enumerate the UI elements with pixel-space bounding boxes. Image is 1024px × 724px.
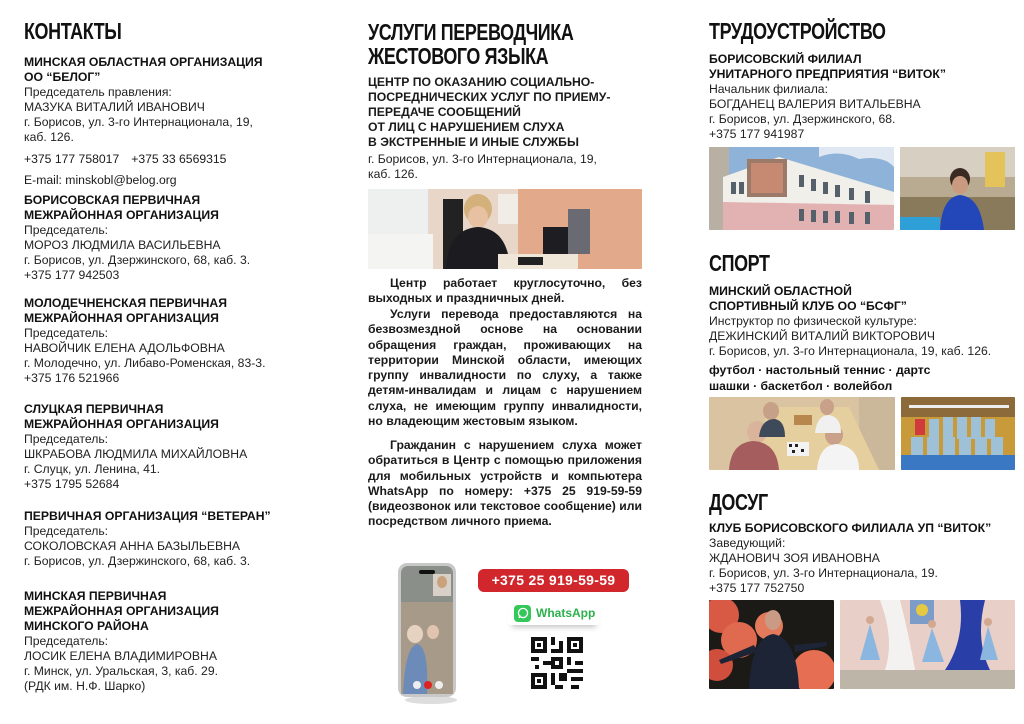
phone-mockup-image: [397, 562, 459, 704]
right-column: [709, 0, 1015, 724]
football-team-photo: [901, 397, 1015, 470]
checkers-game-photo: [709, 397, 895, 470]
phone-link[interactable]: +375 33 6569315: [131, 152, 227, 166]
phones-row: [24, 152, 263, 167]
org-address: г. Молодечно, ул. Либаво-Роменская, 83-3.: [24, 356, 266, 370]
phone-link[interactable]: +375 177 758017: [24, 152, 120, 166]
sport-heading: СПОРТ: [709, 250, 770, 276]
org-block: [24, 509, 271, 569]
org-block: [24, 402, 247, 492]
org-role: Председатель:: [24, 326, 109, 340]
org-person: ЖДАНОВИЧ ЗОЯ ИВАНОВНА: [709, 551, 880, 565]
org-name: МИНСКАЯ ПЕРВИЧНАЯ МЕЖРАЙОННАЯ ОРГАНИЗАЦИЯ МИНСКОГО РАЙОНА: [24, 589, 219, 633]
org-address: г. Борисов, ул. Дзержинского, 68, каб. 3.: [24, 253, 251, 267]
org-address: г. Борисов, ул. Дзержинского, 68, каб. 3.: [24, 554, 251, 568]
employment-heading: ТРУДОУСТРОЙСТВО: [709, 18, 886, 44]
org-block: [24, 193, 250, 283]
center-name: ЦЕНТР ПО ОКАЗАНИЮ СОЦИАЛЬНО- ПОСРЕДНИЧЕСКИХ УСЛУГ ПО ПРИЕМУ- ПЕРЕДАЧЕ СООБЩЕНИЙ ОТ ЛИЦ С НАРУШЕНИЕМ СЛУХА В ЭКСТРЕННЫЕ И ИНЫЕ СЛУЖБЫ: [368, 75, 611, 149]
interpreter-heading: УСЛУГИ ПЕРЕВОДЧИКА ЖЕСТОВОГО ЯЗЫКА: [368, 19, 574, 69]
dance-performance-photo: [840, 600, 1015, 689]
phone-link[interactable]: +375 177 752750: [709, 581, 805, 595]
org-block: [24, 296, 265, 386]
org-role: Председатель:: [24, 524, 109, 538]
phone-link[interactable]: +375 176 521966: [24, 371, 120, 385]
main-org-block: [24, 55, 263, 188]
phone-link[interactable]: +375 177 941987: [709, 127, 805, 141]
hours-paragraph: Центр работает круглосуточно, без выходных и праздничных дней.: [368, 276, 642, 306]
org-name: БОРИСОВСКИЙ ФИЛИАЛ УНИТАРНОГО ПРЕДПРИЯТИЯ “ВИТОК”: [709, 52, 946, 81]
sport-block: [709, 284, 991, 394]
org-name: МОЛОДЕЧНЕНСКАЯ ПЕРВИЧНАЯ МЕЖРАЙОННАЯ ОРГАНИЗАЦИЯ: [24, 296, 227, 325]
org-name: БОРИСОВСКАЯ ПЕРВИЧНАЯ МЕЖРАЙОННАЯ ОРГАНИЗАЦИЯ: [24, 193, 219, 222]
interpreter-photo: [368, 189, 642, 269]
whatsapp-button[interactable]: [508, 601, 600, 625]
org-name: СЛУЦКАЯ ПЕРВИЧНАЯ МЕЖРАЙОННАЯ ОРГАНИЗАЦИЯ: [24, 402, 219, 431]
singer-on-stage-photo: [709, 600, 834, 689]
qr-code-icon[interactable]: [531, 637, 583, 689]
org-address: г. Борисов, ул. 3-го Интернационала, 19, каб. 126.: [24, 115, 253, 144]
org-name: КЛУБ БОРИСОВСКОГО ФИЛИАЛА УП “ВИТОК”: [709, 521, 992, 535]
org-address: г. Слуцк, ул. Ленина, 41.: [24, 462, 161, 476]
org-person: ДЕЖИНСКИЙ ВИТАЛИЙ ВИКТОРОВИЧ: [709, 329, 935, 343]
org-person: СОКОЛОВСКАЯ АННА БАЗЫЛЬЕВНА: [24, 539, 241, 553]
sport-activities: футбол · настольный теннис · дартс шашки · баскетбол · волейбол: [709, 363, 931, 393]
org-person: НАВОЙЧИК ЕЛЕНА АДОЛЬФОВНА: [24, 341, 225, 355]
whatsapp-label: WhatsApp: [536, 606, 596, 620]
org-role: Заведующий:: [709, 536, 786, 550]
org-name: МИНСКИЙ ОБЛАСТНОЙ СПОРТИВНЫЙ КЛУБ ОО “БСФГ”: [709, 284, 907, 313]
phone-link[interactable]: +375 1795 52684: [24, 477, 120, 491]
contacts-heading: КОНТАКТЫ: [24, 18, 122, 44]
org-role: Председатель правления:: [24, 85, 172, 99]
org-person: БОГДАНЕЦ ВАЛЕРИЯ ВИТАЛЬЕВНА: [709, 97, 921, 111]
services-paragraph: Услуги перевода предоставляются на безвозмездной основе на основании обращения граждан, проживающих на территории Минской области, имеющих группу инвалидности по слуху, а также детям-инвалидам и лицам с нарушением слуха, не имеющим группу инвалидности, но владеющим жестовым языком.: [368, 307, 642, 429]
org-role: Начальник филиала:: [709, 82, 828, 96]
org-person: ШКРАБОВА ЛЮДМИЛА МИХАЙЛОВНА: [24, 447, 248, 461]
org-address: г. Минск, ул. Уральская, 3, каб. 29. (РДК им. Н.Ф. Шарко): [24, 664, 219, 693]
email-link[interactable]: E-mail: minskobl@belog.org: [24, 173, 177, 187]
whatsapp-phone-badge[interactable]: +375 25 919-59-59: [478, 569, 629, 592]
org-person: ЛОСИК ЕЛЕНА ВЛАДИМИРОВНА: [24, 649, 217, 663]
contacts-column: [24, 0, 344, 724]
worker-sewing-photo: [900, 147, 1015, 230]
center-address: г. Борисов, ул. 3-го Интернационала, 19, каб. 126.: [368, 152, 597, 181]
org-name: МИНСКАЯ ОБЛАСТНАЯ ОРГАНИЗАЦИЯ ОО “БЕЛОГ”: [24, 55, 263, 84]
contact-paragraph: Гражданин с нарушением слуха может обратиться в Центр с помощью приложения для мобильных устройств и компьютера WhatsApp по номеру: +375 25 919-59-59 (видеозвонок или текстовое сообщение) или посредством личного приема.: [368, 438, 642, 529]
org-person: МОРОЗ ЛЮДМИЛА ВАСИЛЬЕВНА: [24, 238, 221, 252]
org-role: Председатель:: [24, 223, 109, 237]
whatsapp-icon: [514, 605, 531, 622]
employment-block: [709, 52, 946, 142]
org-role: Председатель:: [24, 634, 109, 648]
org-role: Инструктор по физической культуре:: [709, 314, 917, 328]
org-role: Председатель:: [24, 432, 109, 446]
org-block: [24, 589, 219, 694]
factory-building-photo: [709, 147, 894, 230]
leisure-block: [709, 521, 991, 596]
org-address: г. Борисов, ул. Дзержинского, 68.: [709, 112, 896, 126]
org-address: г. Борисов, ул. 3-го Интернационала, 19.: [709, 566, 938, 580]
org-address: г. Борисов, ул. 3-го Интернационала, 19, каб. 126.: [709, 344, 992, 358]
phone-link[interactable]: +375 177 942503: [24, 268, 120, 282]
org-name: ПЕРВИЧНАЯ ОРГАНИЗАЦИЯ “ВЕТЕРАН”: [24, 509, 271, 523]
org-person: МАЗУКА ВИТАЛИЙ ИВАНОВИЧ: [24, 100, 205, 114]
leisure-heading: ДОСУГ: [709, 489, 768, 515]
